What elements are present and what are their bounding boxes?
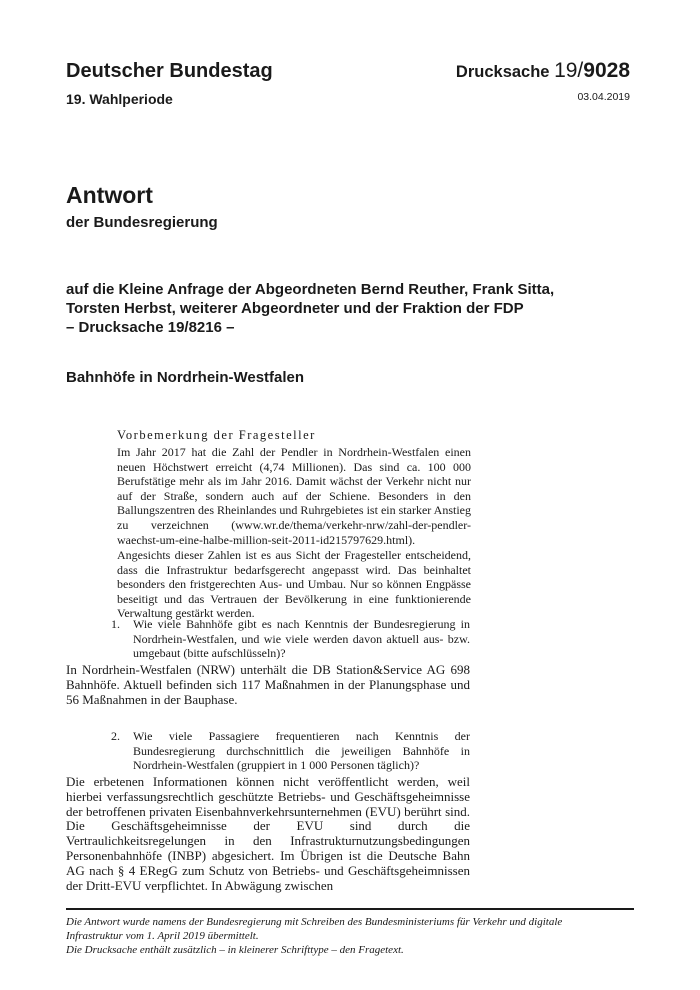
subject-heading: Bahnhöfe in Nordrhein-Westfalen (66, 369, 305, 386)
question-2-number: 2. (111, 729, 120, 743)
reference-line-1: auf die Kleine Anfrage der Abgeordneten Bernd Reuther, Frank Sitta, (66, 281, 555, 298)
reference-line-2: Torsten Herbst, weiterer Abgeordneter und der Fraktion der FDP (66, 300, 524, 317)
footer-divider (66, 908, 634, 910)
drucksache-line (456, 59, 630, 83)
footer-note-2: Die Drucksache enthält zusätzlich – in kleinerer Schrifttype – den Fragetext. (66, 944, 404, 956)
question-1 (111, 617, 470, 661)
footer-note-1: Die Antwort wurde namens der Bundesregierung mit Schreiben des Bundesministeriums für Verkehr und digitale Infrastruktur vom 1. April 2019 übermittelt. (66, 916, 563, 942)
drucksache-label: Drucksache (455, 63, 550, 81)
reference-block (66, 280, 606, 337)
drucksache-number: 9028 (583, 59, 630, 82)
answer-2-text: Die erbetenen Informationen können nicht veröffentlicht werden, weil hierbei verfassungsrechtlich geschützte Betriebs- und Geschäftsgeheimnisse der betroffenen privaten Eisenbahnverkehrsunternehmen (EVU) berührt sind. Die Geschäftsgeheimnisse der EVU sind durch die Vertraulichkeitsregelungen in den Infrastrukturnutzungsbedingungen Personenbahnhöfe (INBP) abgesichert. Im Übrigen ist die Deutsche Bahn AG nach § 4 ERegG zum Schutz von Betriebs- und Geschäftsgeheimnissen der Dritt-EVU verpflichtet. In Abwägung zwischen (66, 774, 470, 893)
preface-heading: Vorbemerkung der Fragesteller (117, 428, 316, 442)
election-period: 19. Wahlperiode (66, 91, 173, 107)
reference-line-3: – Drucksache 19/8216 – (66, 319, 235, 336)
preface-paragraph-2: Angesichts dieser Zahlen ist es aus Sicht der Fragesteller entscheidend, dass die Infrastruktur bedarfsgerecht angepasst wird. Das beinhaltet besonders den fristgerechten Aus- und Umbau. Nur so können Engpässe beseitigt und das Vertrauen der Bevölkerung in eine funktionierende Verwaltung gestärkt werden. (117, 548, 471, 621)
document-subtitle: der Bundesregierung (66, 214, 218, 231)
question-2 (111, 729, 470, 773)
publisher-name: Deutscher Bundestag (66, 60, 273, 82)
answer-1-text: In Nordrhein-Westfalen (NRW) unterhält die DB Station&Service AG 698 Bahnhöfe. Aktuell befinden sich 117 Maßnahmen in der Planungsphase und 56 Maßnahmen in der Bauphase. (66, 662, 470, 708)
question-1-number: 1. (111, 617, 120, 631)
header-left (66, 60, 273, 107)
question-1-text: Wie viele Bahnhöfe gibt es nach Kenntnis der Bundesregierung in Nordrhein-Westfalen, und wie viele werden davon aktuell aus- bzw. umgebaut (bitte aufschlüsseln)? (133, 617, 470, 661)
drucksache-number-prefix: 19/ (554, 59, 584, 82)
preface-paragraph-1: Im Jahr 2017 hat die Zahl der Pendler in Nordrhein-Westfalen einen neuen Höchstwert erreicht (4,74 Millionen). Das sind ca. 100 000 Berufstätige mehr als im Jahr 2016. Damit wächst der Verkehr nicht nur auf der Straße, sondern auch auf der Schiene. Besonders in den Ballungszentren des Rheinlandes und Ruhrgebietes ist ein starker Anstieg zu verzeichnen (www.wr.de/thema/verkehr-nrw/zahl-der-pendler-waechst-um-eine-halbe-million-seit-2011-id215797629.html). (117, 445, 471, 547)
document-title: Antwort (66, 182, 153, 208)
question-2-text: Wie viele Passagiere frequentieren nach Kenntnis der Bundesregierung durchschnittlich die jeweiligen Bahnhöfe in Nordrhein-Westfalen (gruppiert in 1 000 Personen täglich)? (133, 729, 470, 773)
document-date: 03.04.2019 (577, 91, 630, 103)
header-right (456, 59, 630, 103)
